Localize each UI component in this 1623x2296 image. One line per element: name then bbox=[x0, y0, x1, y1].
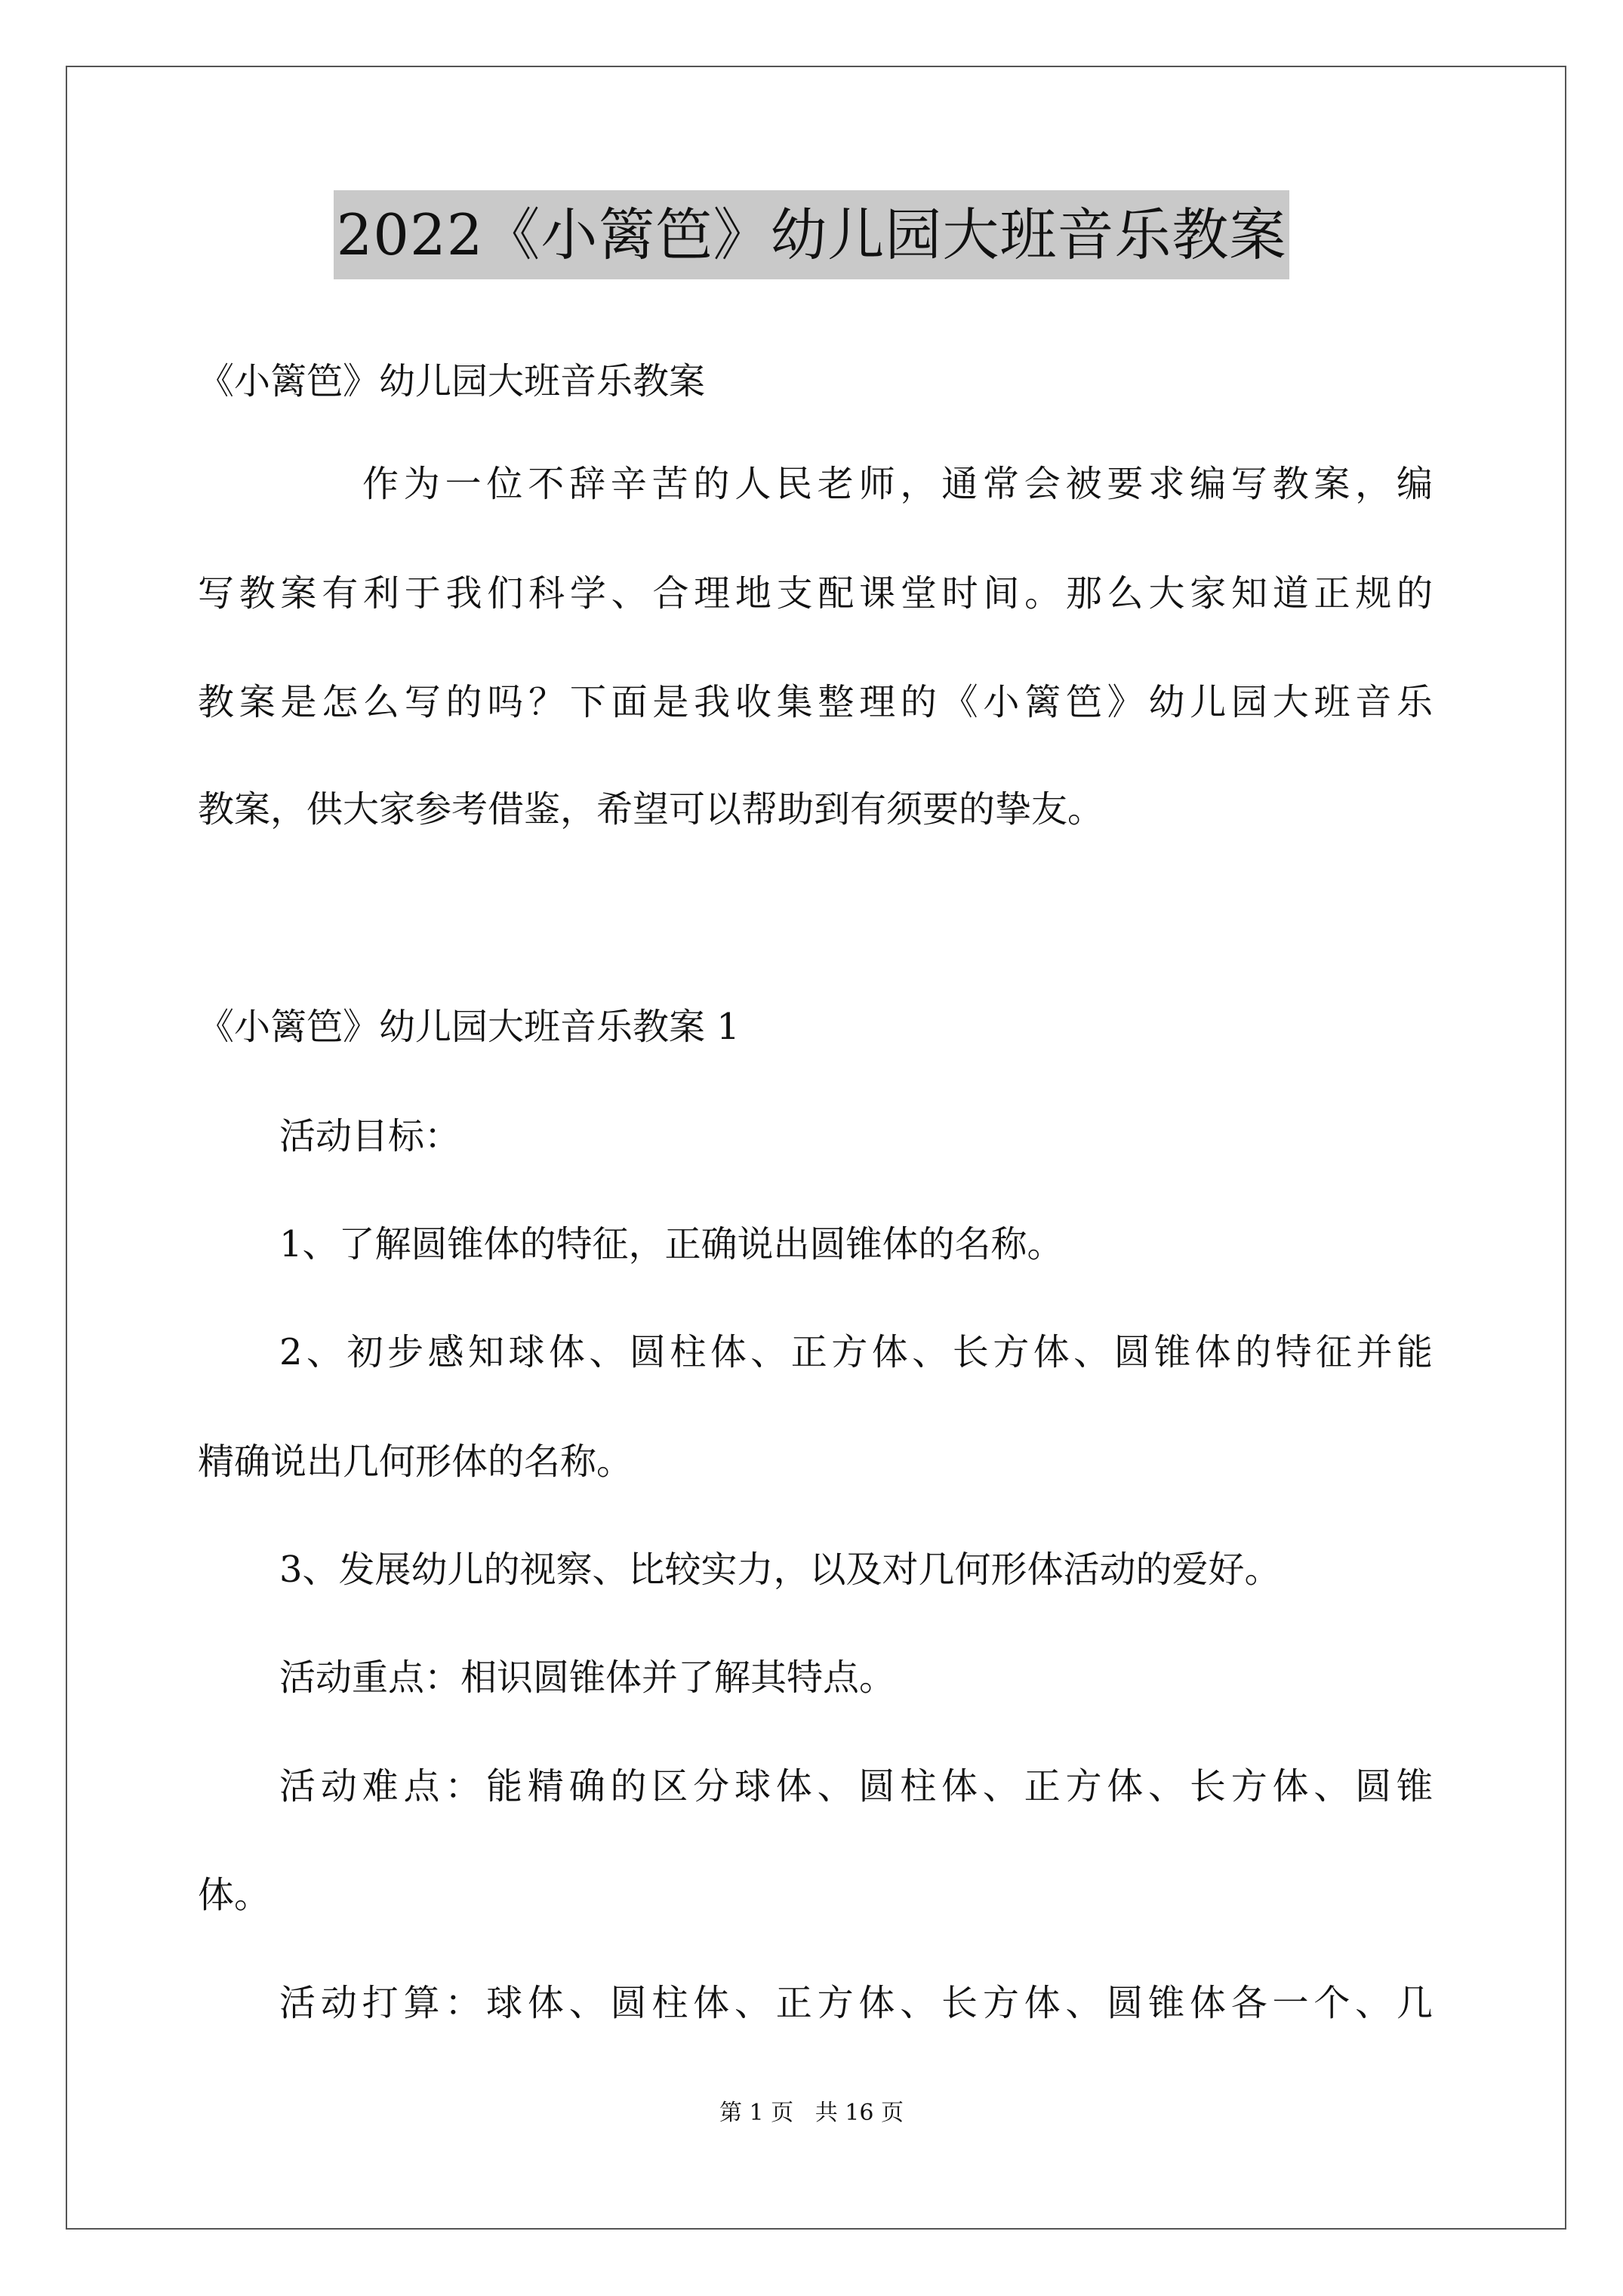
body-line: 活动难点：能精确的区分球体、圆柱体、正方体、长方体、圆锥 bbox=[279, 1765, 1433, 1808]
body-line: 活动打算：球体、圆柱体、正方体、长方体、圆锥体各一个、几 bbox=[279, 1982, 1433, 2024]
section-heading: 《小篱笆》幼儿园大班音乐教案 1 bbox=[198, 1006, 740, 1048]
title-container bbox=[0, 190, 1623, 279]
intro-line: 教案是怎么写的吗？下面是我收集整理的《小篱笆》幼儿园大班音乐 bbox=[198, 681, 1433, 723]
body-line: 体。 bbox=[198, 1874, 271, 1916]
page-footer: 第 1 页 共 16 页 bbox=[719, 2100, 904, 2126]
body-line: 2、初步感知球体、圆柱体、正方体、长方体、圆锥体的特征并能 bbox=[279, 1331, 1433, 1373]
intro-line: 作为一位不辞辛苦的人民老师，通常会被要求编写教案，编 bbox=[362, 463, 1433, 505]
intro-line: 写教案有利于我们科学、合理地支配课堂时间。那么大家知道正规的 bbox=[198, 572, 1433, 615]
body-line: 活动目标： bbox=[279, 1115, 461, 1157]
intro-line: 教案，供大家参考借鉴，希望可以帮助到有须要的挚友。 bbox=[198, 788, 1104, 831]
document-subtitle: 《小篱笆》幼儿园大班音乐教案 bbox=[198, 360, 706, 402]
body-line: 3、发展幼儿的视察、比较实力，以及对几何形体活动的爱好。 bbox=[279, 1549, 1281, 1591]
body-line: 1、了解圆锥体的特征，正确说出圆锥体的名称。 bbox=[279, 1223, 1064, 1265]
body-line: 精确说出几何形体的名称。 bbox=[198, 1441, 633, 1483]
document-title: 2022《小篱笆》幼儿园大班音乐教案 bbox=[334, 190, 1290, 279]
body-line: 活动重点：相识圆锥体并了解其特点。 bbox=[279, 1657, 896, 1699]
